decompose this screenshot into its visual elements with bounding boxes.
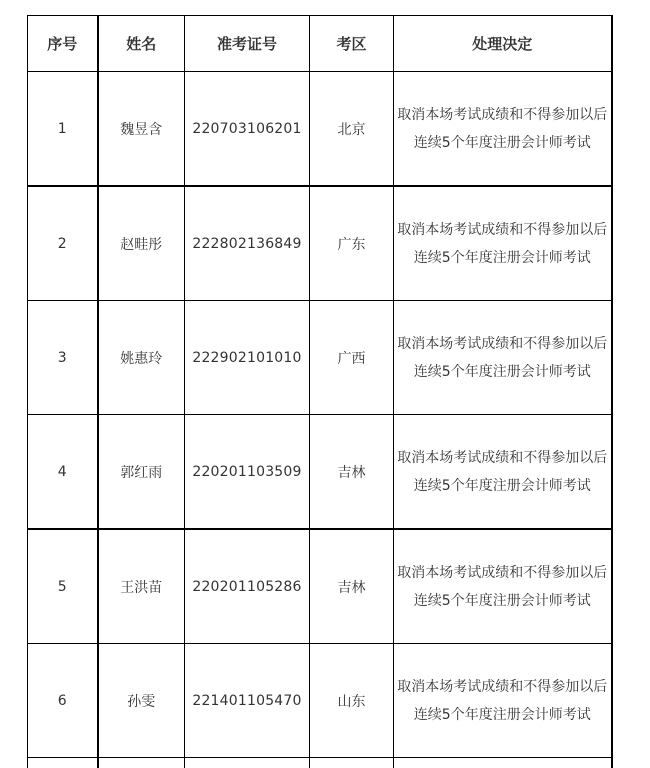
decision-text: 取消本场考试成绩和不得参加以后连续5个年度注册会计师考试 — [394, 673, 611, 729]
cell-region: 吉林 — [310, 415, 394, 530]
cell-name: 王洪苗 — [98, 529, 185, 644]
cell-region: 山东 — [310, 644, 394, 758]
decision-text: 取消本场考试成绩和不得参加以后连续5个年度注册会计师考试 — [394, 101, 611, 157]
cell-seq: 4 — [28, 415, 98, 530]
cell-decision — [394, 186, 612, 301]
header-seq: 序号 — [28, 16, 98, 72]
cell-decision — [394, 72, 612, 187]
cell-decision — [394, 529, 612, 644]
table-row — [28, 529, 612, 644]
cell-exam-id: 220201105286 — [185, 529, 310, 644]
cell-exam-id: 222802136849 — [185, 186, 310, 301]
decision-text: 取消本场考试成绩和不得参加以后连续5个年度注册会计师考试 — [394, 559, 611, 615]
decision-text: 取消本场考试成绩和不得参加以后连续5个年度注册会计师考试 — [394, 216, 611, 272]
header-region: 考区 — [310, 16, 394, 72]
cell-exam-id: 220201103509 — [185, 415, 310, 530]
cell-seq: 6 — [28, 644, 98, 758]
cell-empty — [28, 758, 98, 768]
cell-name: 姚惠玲 — [98, 301, 185, 415]
table-row — [28, 644, 612, 758]
cell-empty — [185, 758, 310, 768]
cell-name: 郭红雨 — [98, 415, 185, 530]
header-name: 姓名 — [98, 16, 185, 72]
table-header-row — [28, 16, 612, 72]
cell-exam-id: 220703106201 — [185, 72, 310, 187]
header-decision: 处理决定 — [394, 16, 612, 72]
cell-name: 赵畦彤 — [98, 186, 185, 301]
table-body — [28, 72, 612, 768]
violation-record-table — [27, 15, 613, 768]
cell-exam-id: 222902101010 — [185, 301, 310, 415]
cell-empty — [98, 758, 185, 768]
table-row — [28, 186, 612, 301]
cell-name: 孙雯 — [98, 644, 185, 758]
decision-text: 取消本场考试成绩和不得参加以后连续5个年度注册会计师考试 — [394, 444, 611, 500]
table-row — [28, 72, 612, 187]
cell-decision — [394, 644, 612, 758]
table-row-partial — [28, 758, 612, 768]
cell-decision — [394, 415, 612, 530]
cell-seq: 3 — [28, 301, 98, 415]
header-exam-id: 准考证号 — [185, 16, 310, 72]
cell-region: 广东 — [310, 186, 394, 301]
cell-region: 北京 — [310, 72, 394, 187]
cell-seq: 1 — [28, 72, 98, 187]
cell-decision — [394, 301, 612, 415]
cell-empty — [394, 758, 612, 768]
cell-seq: 2 — [28, 186, 98, 301]
cell-empty — [310, 758, 394, 768]
cell-region: 吉林 — [310, 529, 394, 644]
cell-region: 广西 — [310, 301, 394, 415]
decision-text: 取消本场考试成绩和不得参加以后连续5个年度注册会计师考试 — [394, 330, 611, 386]
cell-name: 魏昱含 — [98, 72, 185, 187]
cell-exam-id: 221401105470 — [185, 644, 310, 758]
table-row — [28, 301, 612, 415]
table-row — [28, 415, 612, 530]
cell-seq: 5 — [28, 529, 98, 644]
